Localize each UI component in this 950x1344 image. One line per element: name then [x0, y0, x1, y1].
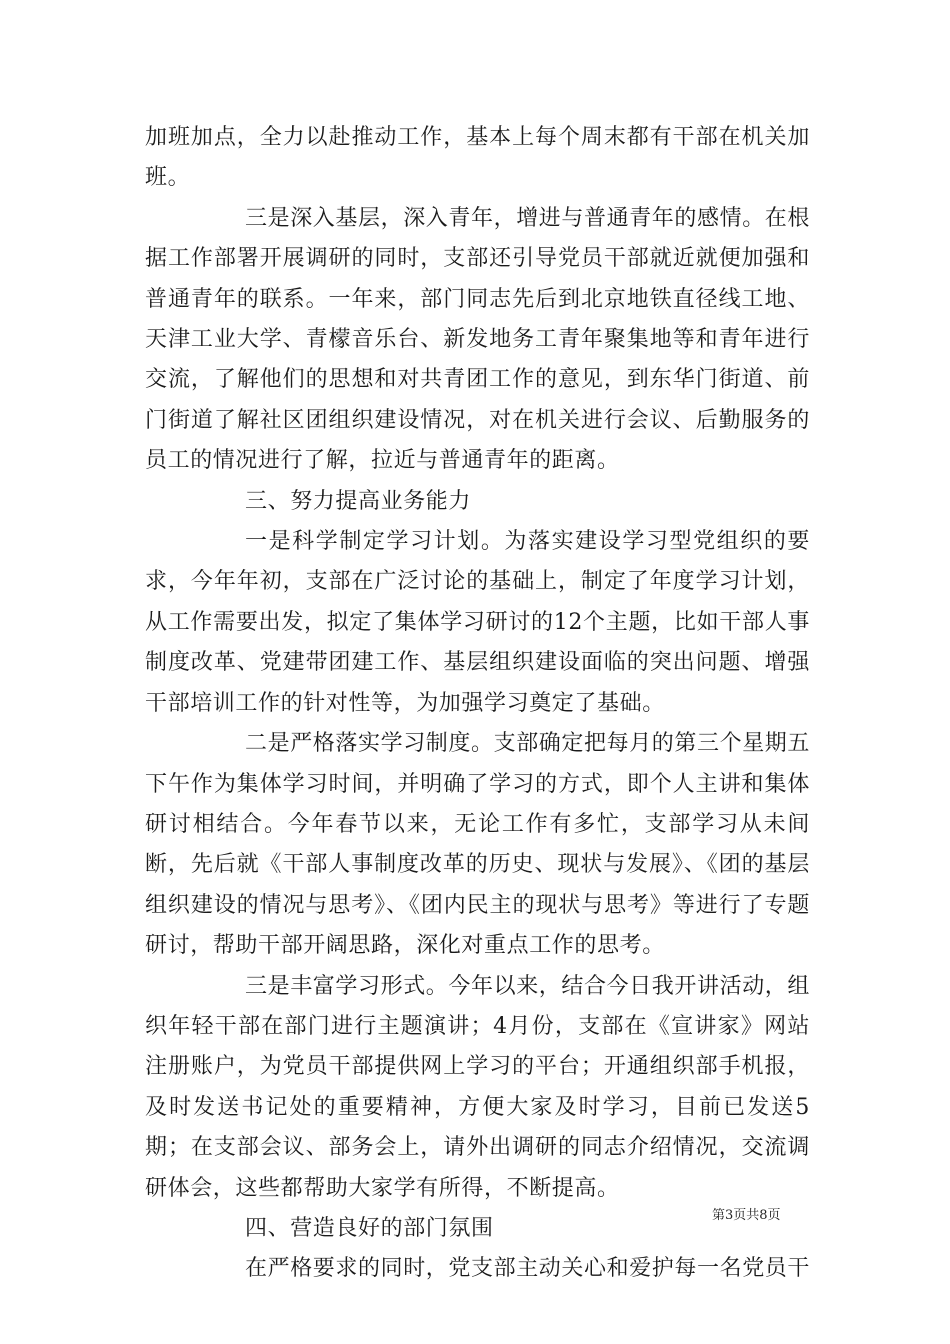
paragraph-continuation: 加班加点，全力以赴推动工作，基本上每个周末都有干部在机关加班。 — [145, 125, 810, 191]
paragraph-deep-grassroots: 三是深入基层，深入青年，增进与普通青年的感情。在根据工作部署开展调研的同时，支部还引导党员干部就近就便加强和普通青年的联系。一年来，部门同志先后到北京地铁直径线工地、天津工业大学、青檬音乐台、新发地务工青年聚集地等和青年进行交流，了解他们的思想和对共青团工作的意见，到东华门街道、前门街道了解社区团组织建设情况，对在机关进行会议、后勤服务的员工的情况进行了解，拉近与普通青年的距离。 — [145, 205, 811, 474]
paragraph-study-plan: 一是科学制定学习计划。为落实建设学习型党组织的要求，今年年初，支部在广泛讨论的基础上，制定了年度学习计划，从工作需要出发，拟定了集体学习研讨的12个主题，比如干部人事制度改革、党建带团建工作、基层组织建设面临的突出问题、增强干部培训工作的针对性等，为加强学习奠定了基础。 — [145, 529, 810, 716]
section-heading-business-ability: 三、努力提高业务能力 — [245, 488, 472, 514]
paragraph-study-system: 二是严格落实学习制度。支部确定把每月的第三个星期五下午作为集体学习时间，并明确了学习的方式，即个人主讲和集体研讨相结合。今年春节以来，无论工作有多忙，支部学习从未间断，先后就《干部人事制度改革的历史、现状与发展》、《团的基层组织建设的情况与思考》、《团内民主的现状与思考》等进行了专题研讨，帮助干部开阔思路，深化对重点工作的思考。 — [145, 731, 811, 959]
page-number: 第3页共8页 — [712, 1208, 781, 1223]
section-heading-department-atmosphere: 四、营造良好的部门氛围 — [245, 1215, 494, 1241]
document-body — [145, 118, 810, 1290]
paragraph-care-members: 在严格要求的同时，党支部主动关心和爱护每一名党员干 — [245, 1256, 811, 1282]
paragraph-study-forms: 三是丰富学习形式。今年以来，结合今日我开讲活动，组织年轻干部在部门进行主题演讲；4月份，支部在《宣讲家》网站注册账户，为党员干部提供网上学习的平台；开通组织部手机报，及时发送书记处的重要精神，方便大家及时学习，目前已发送5期；在支部会议、部务会上，请外出调研的同志介绍情况，交流调研体会，这些都帮助大家学有所得，不断提高。 — [145, 973, 811, 1201]
